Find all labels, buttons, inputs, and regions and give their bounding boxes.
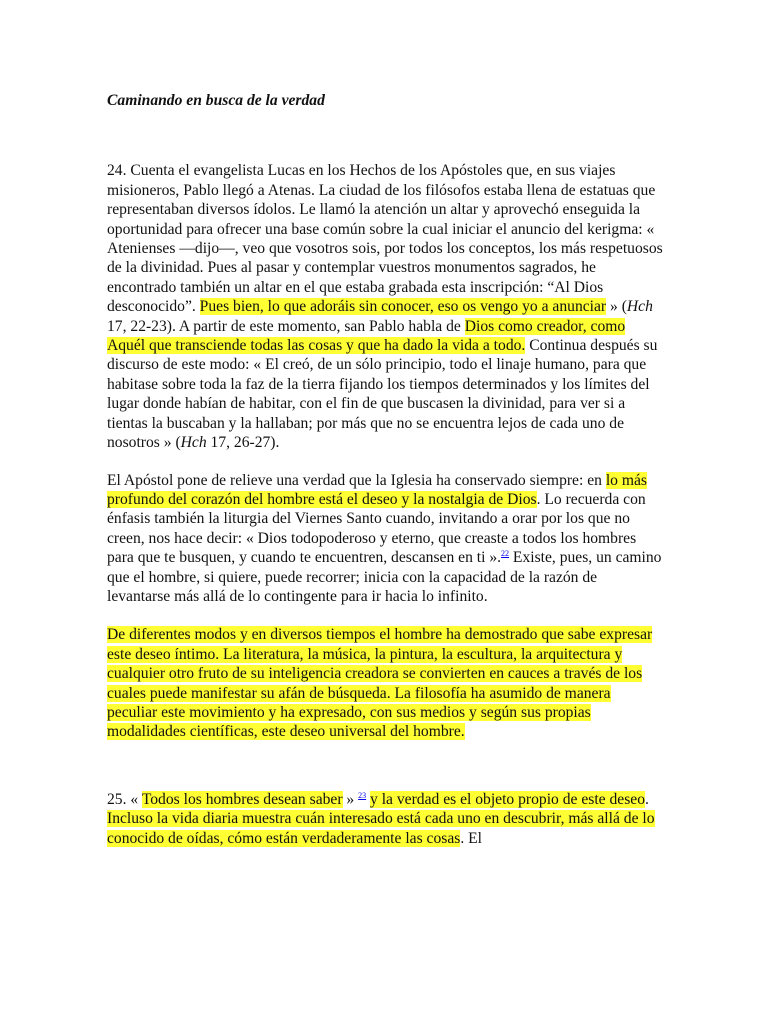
text-run: . (645, 790, 649, 808)
highlighted-text: Dios como creador, como Aquél que transciende todas las cosas y que ha dado la vida a todo. (107, 317, 626, 355)
paragraph-25 (107, 790, 663, 848)
highlighted-text: Todos los hombres desean saber (141, 790, 343, 808)
paragraph-24 (107, 161, 663, 452)
highlighted-text: De diferentes modos y en diversos tiempos el hombre ha demostrado que sabe expresar este deseo íntimo. La literatura, la música, la pintura, la escultura, la arquitectura y cualquier otro fruto de su inteligencia creadora se convierten en cauces a través de los cuales puede manifestar su afán de búsqueda. La filosofía ha asumido de manera peculiar este movimiento y ha expresado, con sus medios y según sus propias modalidades científicas, este deseo universal del hombre. (107, 626, 653, 741)
document-body (107, 78, 663, 848)
paragraph-desire (107, 625, 663, 741)
text-run: Continua después su discurso de este modo: « El creó, de un sólo principio, todo el linaje humano, para que habitase sobre toda la faz de la tierra fijando los tiempos determinados y los límites del lugar donde habían de habitar, con el fin de que buscasen la divinidad, para ver si a tientas la buscaban y la hallaban; por más que no se encuentra lejos de cada uno de nosotros » ( (107, 337, 658, 452)
text-run: » ( (606, 298, 627, 316)
footnote-link-23[interactable]: 23 (358, 790, 367, 800)
highlighted-text: y la verdad es el objeto propio de este deseo (370, 790, 645, 808)
section-title: Caminando en busca de la verdad (107, 92, 325, 109)
bible-reference-book: Hch (626, 298, 653, 316)
bible-reference-book: Hch (180, 434, 207, 452)
text-run: . El (460, 829, 482, 847)
footnote-link-22[interactable]: 22 (501, 549, 510, 559)
text-run: Existe, pues, un camino que el hombre, si quiere, puede recorrer; inicia con la capacidad de la razón de levantarse más allá de lo contingente para ir hacia lo infinito. (107, 549, 662, 605)
footnote-marker (501, 549, 509, 558)
text-run: » (342, 790, 359, 808)
text-run: 24. Cuenta el evangelista Lucas en los Hechos de los Apóstoles que, en sus viajes misioneros, Pablo llegó a Atenas. La ciudad de los filósofos estaba llena de estatuas que representaban diversos ídolos. Le llamó la atención un altar y aprovechó enseguida la oportunidad para ofrecer una base común sobre la cual iniciar el anuncio del kerigma: « Atenienses —dijo—, veo que vosotros sois, por todos los conceptos, los más respetuosos de la divinidad. Pues al pasar y contemplar vuestros monumentos sagrados, he encontrado también un altar en el que estaba grabada esta inscripción: “Al Dios desconocido”. (107, 162, 663, 316)
text-run: El Apóstol pone de relieve una verdad que la Iglesia ha conservado siempre: en (107, 471, 606, 489)
highlighted-text: lo más profundo del corazón del hombre está el deseo y la nostalgia de Dios (107, 471, 647, 508)
text-run: 25. « (107, 790, 142, 808)
footnote-marker (358, 791, 366, 800)
highlighted-text: Pues bien, lo que adoráis sin conocer, eso os vengo yo a anunciar (199, 298, 607, 316)
highlighted-text: Incluso la vida diaria muestra cuán interesado está cada uno en descubrir, más allá de lo conocido de oídas, cómo están verdaderamente las cosas (107, 810, 655, 847)
text-run: 17, 22-23). A partir de este momento, san Pablo habla de (107, 317, 465, 335)
text-run: . Lo recuerda con énfasis también la liturgia del Viernes Santo cuando, invitando a orar por los que no creen, nos hace decir: « Dios todopoderoso y eterno, que creaste a todos los hombres para que te busquen, y cuando te encuentren, descansen en ti ». (107, 490, 646, 567)
paragraph-apostle (107, 471, 663, 607)
text-run: 17, 26-27). (206, 434, 280, 452)
